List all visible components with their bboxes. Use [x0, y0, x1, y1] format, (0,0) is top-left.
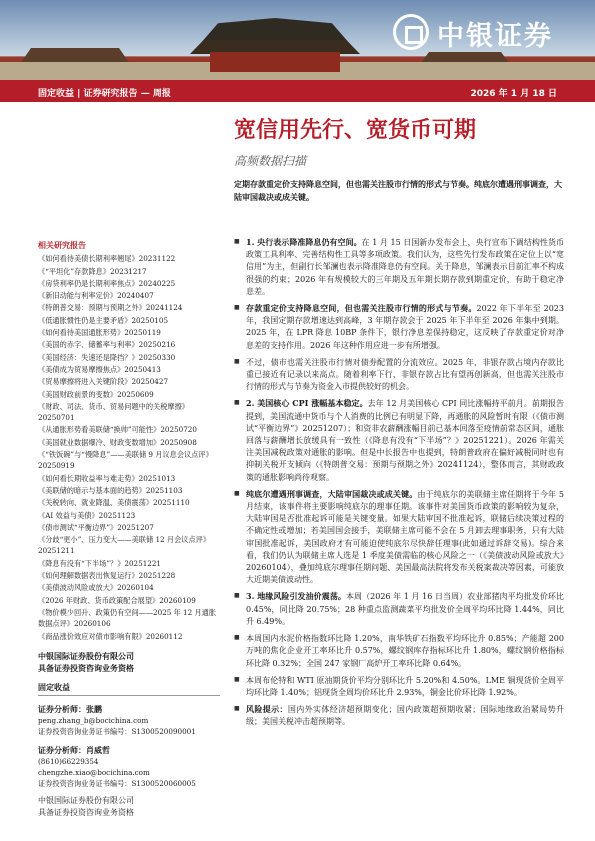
brand-name: 中银证券: [437, 21, 553, 52]
body-paragraph: [234, 632, 564, 670]
analyst-2-title: 证券分析师：肖威哲: [38, 745, 110, 756]
analyst-2-cert: 证券投资咨询业务证书编号：S1300520060005: [38, 779, 196, 789]
related-report-item[interactable]: 《如何看待美国通胀形势》20250119: [38, 328, 161, 338]
related-report-item[interactable]: 《低通胀惯性仍是主要矛盾》20250105: [38, 315, 169, 325]
sidebar: [38, 240, 220, 819]
related-report-item[interactable]: 《财政、司法、货币、贸易问题中的关税摩擦》20250701: [38, 401, 189, 423]
brand-logo: [393, 10, 595, 56]
paragraph-text: 本周国内水泥价格指数环比降 1.20%，南华铁矿石指数平均环比升 0.85%；产能超 200 万吨的焦化企业开工率环比升 0.57%，螺纹钢库存指标环比升 1.80%，螺纹钢价格指标环比降 0.32%；全国 247 家钢厂高炉开工率环比降 0.64%。: [246, 634, 564, 668]
main-body: [234, 236, 564, 733]
related-reports-list: [38, 253, 220, 642]
report-date: 2026 年 1 月 18 日: [470, 89, 557, 99]
related-report-item[interactable]: 《关税转向、就业降温、美债震荡》20251110: [38, 498, 190, 508]
footer-company: 中银国际证券股份有限公司 具备证券投资咨询业务资格: [38, 796, 134, 818]
paragraph-text: 去年 12 月美国核心 CPI 同比涨幅持平前月。前期报告提到，美国流通中货币与个人消费的比例已有明显下降，再通胀的风险暂时有限（《债市测试“平衡边界”》20251207）；和资非农薪酬涨幅目前已基本回落至疫情前常态区间，通胀回落与薪酬增长放缓具有一致性（《降息有没有“下半场”？》20251221）。2026 年需关注美国减税政策对通胀的影响。但是中长报告中也提到，特朗普政府在偏好减税同时也有抑制关税开支倾向（《特朗普交易：预期与预期之外》20241124），整体而言，其财政政策的通胀影响尚待观察。: [246, 399, 565, 482]
report-category: 固定收益 | 证券研究报告 — 周报: [38, 89, 171, 99]
analyst-2-phone: (8610)66229354: [38, 757, 99, 767]
analyst-2-email[interactable]: chengzhe.xiao@bocichina.com: [38, 768, 150, 778]
related-report-item[interactable]: 《债市测试“平衡边界”》20251207: [38, 522, 154, 532]
summary-text: 定期存款重定价支持降息空间，但也需关注股市行情的形式与节奏。纯底尔遭遇刑事调查，大陆审国裁决或成关键。: [234, 179, 562, 202]
related-report-item[interactable]: 《“铁饭碗”与“慢降息”——美联储 9 月议息会议点评》20250919: [38, 450, 213, 471]
related-report-item[interactable]: 《美联储的暗示与基本面的趋势》20251103: [38, 485, 183, 495]
body-paragraph: [234, 356, 564, 394]
body-paragraph: [234, 703, 564, 728]
related-report-item[interactable]: 《AI 效益与美债》20251123: [38, 510, 136, 520]
related-report-item[interactable]: 《特朗普交易：预期与预期之外》20241124: [38, 303, 183, 313]
company-name: 中银国际证券股份有限公司 具备证券投资咨询业务资格: [38, 650, 134, 673]
related-report-item[interactable]: 《降息有没有“下半场”？》20251221: [38, 558, 161, 568]
related-report-item[interactable]: 《美债波动风险或放大》20260104: [38, 583, 154, 593]
paragraph-lead: 2. 美国核心 CPI 涨幅基本稳定。: [246, 398, 368, 409]
paragraph-lead: 1. 央行表示降准降息仍有空间。: [246, 237, 362, 247]
related-report-item[interactable]: 《从通胀形势看美联储“换帅”可能性》20250720: [38, 425, 197, 435]
paragraph-lead: 存款重定价支持降息空间，但也需关注股市行情的形式与节奏。: [246, 303, 477, 314]
related-report-item[interactable]: 《2026 年财政、货币政策配合展望》20260109: [38, 595, 196, 605]
related-report-item[interactable]: 《如何看长期收益率与难走势》20251013: [38, 473, 176, 483]
paragraph-text: 国内外实体经济超预期变化；国内政策超预期收紧；国际地缘政治紧局势升级；美国关税冲击超预期等。: [246, 705, 565, 727]
paragraph-text: 不过，债市也需关注股市行情对债券配置的分流效应。2025 年，非银存款占境内存款比重已接近有记录以来高点。随着利率下行，非银存款占比有望再创新高，但也需关注股市行情的形式与节奏为资金入市提供较好的机会。: [246, 357, 564, 392]
related-report-item[interactable]: 《“平坦化”存款降息》20231217: [38, 266, 147, 276]
related-report-item[interactable]: 《商品涨价效应对债市影响有限》20260112: [38, 631, 183, 641]
paragraph-text: 本周布伦特和 WTI 原油期货价平均分别环比升 5.20%和 4.50%。LME 铜现货价全周平均环比降 1.40%；铝现货全周均价环比升 2.93%，铜金比价环比降 1.92%。: [246, 675, 564, 697]
body-paragraph: [234, 236, 564, 298]
paragraph-lead: 3. 地缘风险引发油价震荡。: [246, 591, 346, 602]
paragraph-lead: 风险提示：: [246, 704, 288, 715]
related-report-item[interactable]: 《物价模少回升、政策仍有空间——2025 年 12 月通胀数据点评》20260106: [38, 607, 217, 629]
related-report-item[interactable]: 《美国就业数据爆冷、财政变数增加》20250908: [38, 437, 197, 447]
analyst-1-email[interactable]: peng.zhang_b@bocichina.com: [38, 716, 149, 726]
related-report-item[interactable]: 《美国的赤字、储蓄率与利率》20250216: [38, 340, 176, 350]
body-paragraph: [234, 397, 564, 483]
related-reports-title: 相关研究报告: [38, 241, 86, 250]
section-label: 固定收益: [38, 682, 220, 696]
paragraph-text: 由于纯底尔的美联储主席任期将于今年 5 月结束，该事件将主要影响纯底尔的理事任期。该事件对美国货币政策的影响较为复杂，大陆审国是否批准起诉可能是关键变量。如果大陆审国不批准起诉，联储后续决策过程的不确定性或增加；若美国国会接手，美联储主席可能不会在 5 月卸去理事职务，只有大陆审国批准起诉，美国政府才有可能迫使纯底尔尽快辞任理事(此如通过诉辞交易)。综合来看，我们仍认为联储主席人选是 1 季度美债需临的核心风险之一（《美债波动风险或放大》20260104），叠加纯底尔理事任期问题、美国最高法院将发布关税案裁决等因素，可能放大近期美债波动性。: [246, 489, 565, 585]
analyst-1: [38, 704, 220, 737]
related-report-item[interactable]: 《美债成为贸易摩擦焦点》20250413: [38, 364, 161, 374]
body-paragraph: [234, 488, 564, 587]
related-report-item[interactable]: 《如何理解数据表出恢复运行》20251228: [38, 571, 176, 581]
related-report-item[interactable]: 《美国经济：失速还是降挡？》20250330: [38, 352, 176, 362]
paragraph-text: 2022 年下半年至 2023 年，我国定期存款增速达到高峰，3 年期存款会于 2025 年下半年至 2026 年集中到期。2025 年，在 LPR 降息 10BP 条件下，银行净息差保持稳定，这反映了存款重定价对净息差的支持作用。2026 年这种作用应进一步有所增强。: [246, 304, 564, 350]
paragraph-text: 在 1 月 15 日国新办发布会上，央行宣布下调结构性货币政策工具利率、完善结构性工具等多项政策。我们认为，这些先行发布政策在定位上以“宽信用”为主，但副行长邹澜也表示降准降息仍有空间。关于降息，邹澜表示目前汇率不构成很强的约束；2026 年有规模较大的三年期及五年期长期存款到期重定价，有助于稳定净息差。: [246, 238, 564, 296]
header-banner: [0, 0, 595, 80]
banner-hall: [210, 52, 340, 72]
analyst-1-title: 证券分析师：张鹏: [38, 704, 102, 715]
logo-icon: [393, 14, 429, 50]
paragraph-lead: 纯底尔遭遇刑事调查，大陆审国裁决或成关键。: [246, 488, 418, 499]
related-report-item[interactable]: 《贸易摩擦将进入关键阶段》20250427: [38, 377, 169, 387]
related-report-item[interactable]: 《新旧动能与利率定价》20240407: [38, 291, 154, 301]
page-title: 宽信用先行、宽货币可期: [234, 118, 477, 143]
report-header-bar: [0, 80, 595, 102]
related-report-item[interactable]: 《房贷利率仍是长期利率焦点》20240225: [38, 278, 176, 288]
analyst-2: [38, 745, 220, 789]
body-paragraph: [234, 302, 564, 352]
related-report-item[interactable]: 《美国财政前景的变数》20250609: [38, 389, 154, 399]
paragraph-text: 本周（2026 年 1 月 16 日当周）农业部猪肉平均批发价环比 0.45%，同比降 20.75%；28 种重点监测蔬菜平均批发价全周平均环比降 1.44%，同比升 6.49%。: [246, 592, 564, 626]
related-report-item[interactable]: 《如何看待美债长期利率翘尾》20231122: [38, 254, 176, 264]
body-paragraph: [234, 674, 564, 699]
related-report-item[interactable]: 《分歧“更小”、压力变大——美联储 12 月会议点评》20251211: [38, 535, 211, 556]
body-paragraph: [234, 590, 564, 628]
analyst-1-cert: 证券投资咨询业务证书编号：S1300520090001: [38, 727, 196, 737]
page-subtitle: 高频数据扫描: [234, 154, 307, 168]
